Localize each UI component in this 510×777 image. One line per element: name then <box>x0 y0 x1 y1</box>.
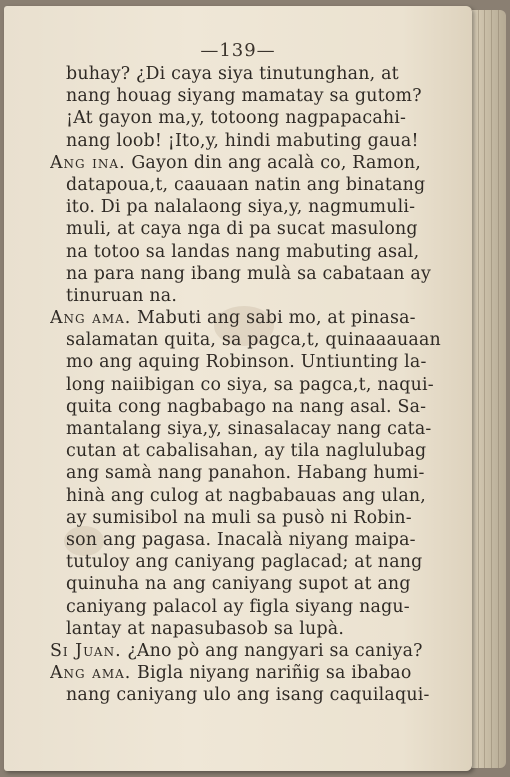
line-text: datapoua,t, caauaan natin ang binatang <box>66 174 426 195</box>
text-line <box>50 196 446 218</box>
speaker-label: Ang ina. <box>50 152 126 173</box>
text-line <box>50 329 446 351</box>
speaker-label: Ang ama. <box>50 308 132 329</box>
text-line <box>50 440 446 462</box>
text-line <box>50 507 446 529</box>
text-line <box>50 307 446 329</box>
line-text: tinuruan na. <box>66 285 178 306</box>
text-line <box>50 174 446 196</box>
text-line <box>50 573 446 595</box>
line-text: ang samà nang panahon. Habang humi- <box>66 463 425 484</box>
line-text: salamatan quita, sa pagca,t, quinaaauaan <box>66 330 441 351</box>
line-text: ay sumisibol na muli sa pusò ni Robin- <box>66 507 412 528</box>
line-text: nang caniyang ulo ang isang caquilaqui- <box>66 685 430 706</box>
speaker-label: Ang ama. <box>50 663 132 684</box>
line-text: caniyang palacol ay figla siyang nagu- <box>66 596 410 617</box>
text-line <box>50 485 446 507</box>
text-line <box>50 662 446 684</box>
text-line <box>50 396 446 418</box>
line-text: nang loob! ¡Ito,y, hindi mabuting gaua! <box>66 130 419 151</box>
text-line <box>50 418 446 440</box>
text-line <box>50 85 446 107</box>
line-text: lantay at napasubasob sa lupà. <box>66 618 345 639</box>
text-line <box>50 618 446 640</box>
line-text: ito. Di pa nalalaong siya,y, nagmumuli- <box>66 197 416 218</box>
line-text: na totoo sa landas nang mabuting asal, <box>66 241 420 262</box>
text-line <box>50 529 446 551</box>
page-number: —139— <box>200 40 276 61</box>
text-line <box>50 351 446 373</box>
page-edge <box>472 10 506 768</box>
line-text: buhay? ¿Di caya siya tinutunghan, at <box>66 64 399 84</box>
text-line <box>50 63 446 85</box>
speaker-label: Si Juan. <box>50 640 122 661</box>
line-text: Mabuti ang sabi mo, at pinasa- <box>131 308 416 329</box>
text-line <box>50 551 446 573</box>
text-line <box>50 152 446 174</box>
line-text: muli, at caya nga di pa sucat masulong <box>66 219 418 240</box>
line-text: ¡At gayon ma,y, totoong nagpapacahi- <box>66 108 407 129</box>
text-line <box>50 684 446 706</box>
line-text: Gayon din ang acalà co, Ramon, <box>125 152 422 173</box>
line-text: tutuloy ang caniyang paglacad; at nang <box>66 552 423 573</box>
line-text: ¿Ano pò ang nangyari sa caniya? <box>121 640 423 661</box>
text-line <box>50 640 446 662</box>
text-line <box>50 285 446 307</box>
line-text: quinuha na ang caniyang supot at ang <box>66 574 411 595</box>
line-text: long naiibigan co siya, sa pagca,t, naqui- <box>66 374 434 395</box>
line-text: cutan at cabalisahan, ay tila naglulubag <box>66 441 427 462</box>
line-text: hinà ang culog at nagbabauas ang ulan, <box>66 485 427 506</box>
text-line <box>50 130 446 152</box>
line-text: na para nang ibang mulà sa cabataan ay <box>66 263 431 284</box>
line-text: son ang pagasa. Inacalà niyang maipa- <box>66 529 416 550</box>
line-text: Bigla niyang nariñig sa ibabao <box>131 663 412 684</box>
text-line <box>50 596 446 618</box>
text-line <box>50 241 446 263</box>
text-line <box>50 218 446 240</box>
line-text: mantalang siya,y, sinasalacay nang cata- <box>66 419 432 439</box>
text-line <box>50 374 446 396</box>
text-line <box>50 263 446 285</box>
page-text <box>50 63 446 706</box>
text-line <box>50 107 446 129</box>
line-text: nang houag siyang mamatay sa gutom? <box>66 86 422 107</box>
line-text: mo ang aquing Robinson. Untiunting la- <box>66 352 427 373</box>
text-line <box>50 462 446 484</box>
line-text: quita cong nagbabago na nang asal. Sa- <box>66 396 427 417</box>
